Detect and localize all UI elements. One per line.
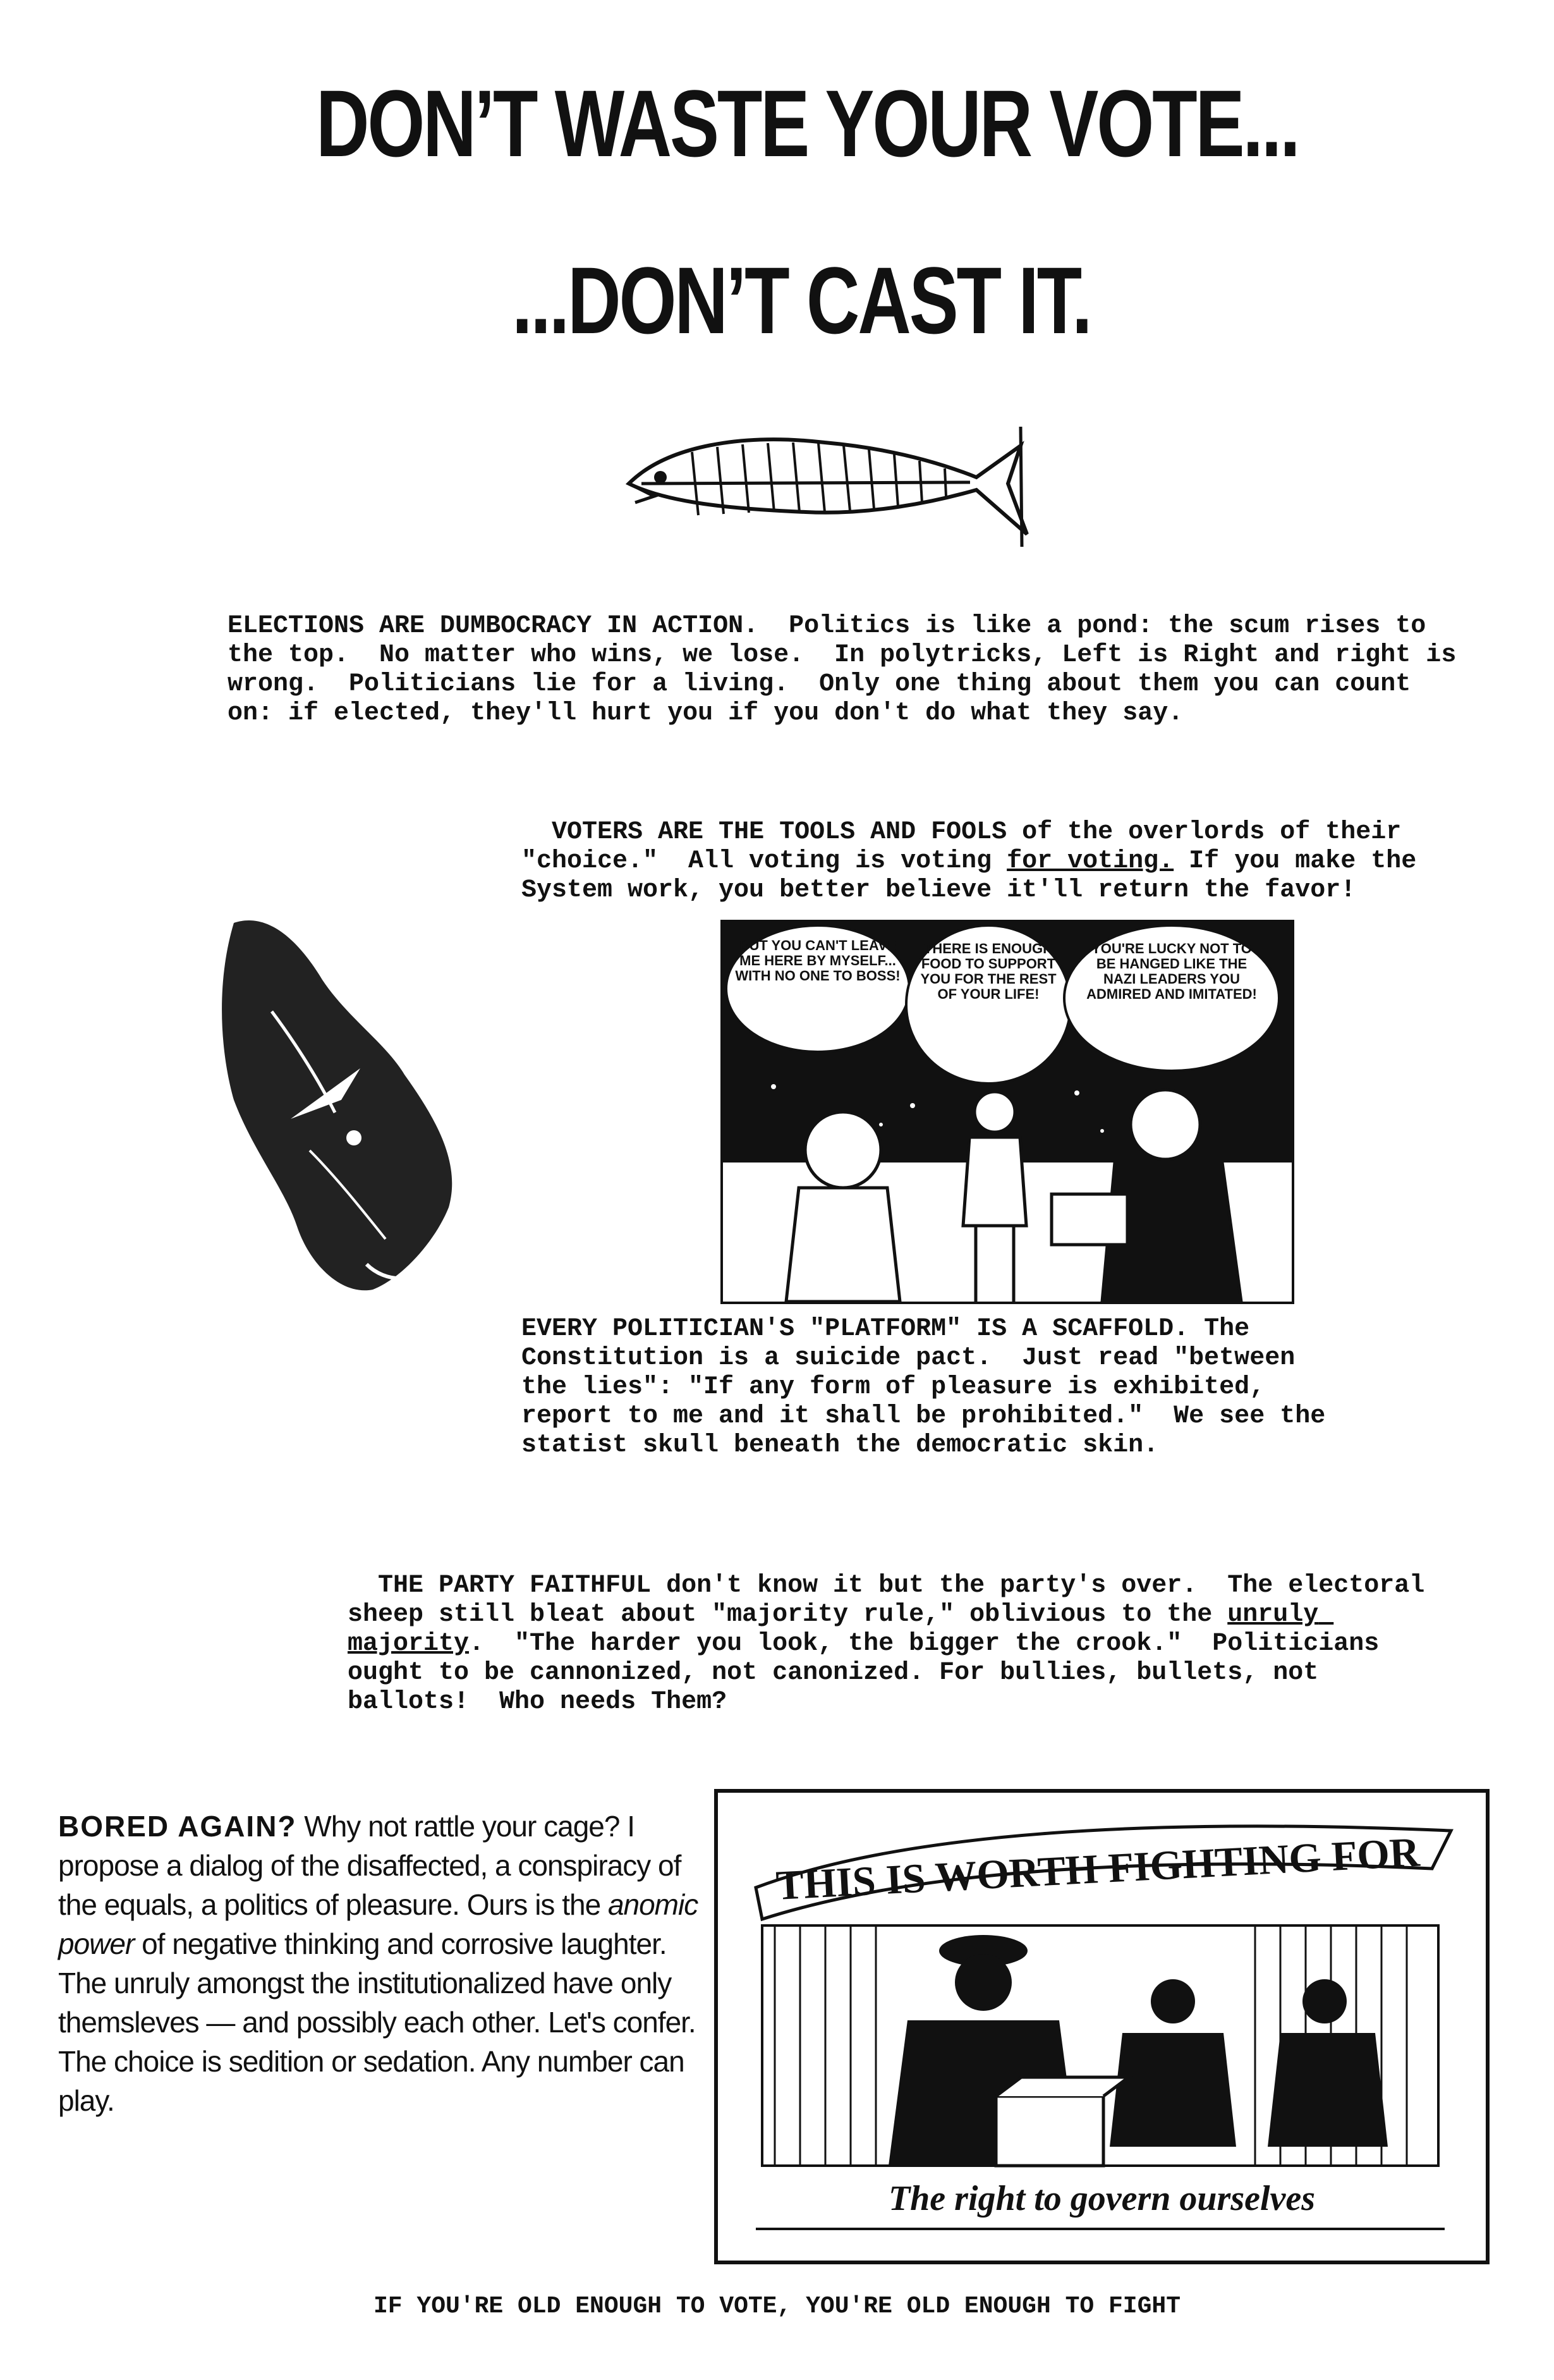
- speech-bubble-1: BUT YOU CAN'T LEAVE ME HERE BY MYSELF... WITH NO ONE TO BOSS!: [735, 937, 901, 984]
- speech-bubble-3: YOU'RE LUCKY NOT TO BE HANGED LIKE THE NAZI LEADERS YOU ADMIRED AND IMITATED!: [1086, 941, 1257, 1002]
- voters-text-b: If you make the System work, you better believe it'll return the favor!: [521, 847, 1432, 905]
- voters-text-a: VOTERS ARE THE TOOLS AND FOOLS of the overlords of their "choice." All voting is voting: [521, 818, 1417, 876]
- headline-line-2: ...DON’T CAST IT.: [512, 247, 1091, 353]
- bored-again-text-b: of negative thinking and corrosive laughter. The unruly amongst the institutionalized have only themsleves — and possibly each other. Let's confer. The choice is sedition or sedation. Any number can play.: [58, 1927, 696, 2117]
- faithful-text-a: THE PARTY FAITHFUL don't know it but the party's over. The electoral sheep still bleat about "majority rule," oblivious to the: [348, 1571, 1440, 1629]
- poster-caption: The right to govern ourselves: [888, 2179, 1316, 2218]
- voters-text-underlined: for voting.: [1007, 847, 1174, 876]
- fighting-poster: [714, 1789, 1490, 2264]
- faithful-text-b: . "The harder you look, the bigger the crook." Politicians ought to be cannonized, not canonized. For bullies, bullets, not ballots! Who needs Them?: [348, 1630, 1395, 1716]
- voters-paragraph: [521, 789, 1432, 905]
- bored-again-paragraph: [58, 1807, 700, 2120]
- bored-again-text-a: Why not rattle your cage? I propose a dialog of the disaffected, a conspiracy of the equals, a politics of pleasure. Ours is the: [58, 1810, 681, 1921]
- platform-paragraph: EVERY POLITICIAN'S "PLATFORM" IS A SCAFFOLD. The Constitution is a suicide pact. Just read "between the lies": "If any form of pleasure is exhibited, report to me and it shall be prohibited." We see the statist skull beneath the democratic skin.: [521, 1315, 1341, 1460]
- comic-panel: [720, 920, 1294, 1304]
- poster-banner: THIS IS WORTH FIGHTING FOR: [775, 1829, 1421, 1909]
- bored-again-lead: BORED AGAIN?: [58, 1810, 297, 1843]
- footer-slogan: IF YOU'RE OLD ENOUGH TO VOTE, YOU'RE OLD ENOUGH TO FIGHT: [373, 2293, 1181, 2320]
- fish-skeleton-illustration: [616, 408, 1033, 553]
- elections-paragraph: ELECTIONS ARE DUMBOCRACY IN ACTION. Politics is like a pond: the scum rises to the top. No matter who wins, we lose. In polytricks, Left is Right and right is wrong. Politicians lie for a living. Only one thing about them you can count on: if elected, they'll hurt you if you don't do what they say.: [228, 612, 1472, 728]
- faithful-paragraph: [348, 1542, 1454, 1717]
- wolf-head-illustration: [196, 910, 474, 1302]
- headline-line-1: DON’T WASTE YOUR VOTE...: [316, 70, 1299, 176]
- faithful-text-underlined: unruly majority: [348, 1601, 1334, 1658]
- speech-bubble-2: THERE IS ENOUGH FOOD TO SUPPORT YOU FOR THE REST OF YOUR LIFE!: [920, 941, 1057, 1002]
- bored-again-italic: anomic power: [58, 1888, 698, 1960]
